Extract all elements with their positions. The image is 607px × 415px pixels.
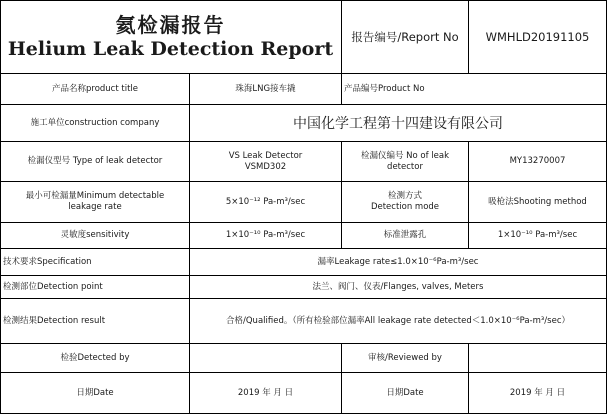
product-name-value: 珠海LNG接车撬 — [235, 83, 296, 94]
result-value: 合格/Qualified。（所有检验部位漏率All leakage rate detected＜1.0×10⁻⁶Pa-m³/sec） — [226, 315, 570, 326]
date-value-reviewed[interactable]: 2019 年 月 日 — [509, 387, 566, 398]
min-leak-label — [1, 182, 189, 222]
min-leak-label-line2: leakage rate — [68, 202, 122, 212]
report-no-value: WMHLD20191105 — [485, 30, 590, 44]
result-label: 检测结果Detection result — [3, 315, 106, 326]
min-leak-value: 5×10⁻¹² Pa-m³/sec — [225, 196, 306, 207]
standard-leak-label: 标准泄露孔 — [383, 230, 427, 240]
product-name-label: 产品名称product title — [51, 83, 138, 94]
detector-no-label — [342, 142, 468, 181]
date-value-detected[interactable]: 2019 年 月 日 — [237, 387, 294, 398]
detection-mode-value: 吸枪法Shooting method — [488, 196, 587, 207]
detection-mode-label — [342, 182, 468, 222]
detector-no-label-line2: detector — [387, 161, 423, 172]
detection-point-label: 检测部位Detection point — [3, 281, 103, 292]
report-no-label: 报告编号/Report No — [351, 30, 459, 44]
detector-no-value: MY13270007 — [509, 156, 566, 166]
detector-model-line2: VSMD302 — [244, 161, 287, 172]
spec-value: 漏率Leakage rate≤1.0×10⁻⁶Pa-m³/sec — [317, 256, 479, 267]
spec-label: 技术要求Specification — [3, 256, 92, 267]
company-label: 施工单位construction company — [30, 117, 160, 128]
detection-mode-label-line2: Detection mode — [370, 202, 440, 212]
detector-model — [190, 142, 341, 181]
title-english: Helium Leak Detection Report — [7, 38, 334, 60]
detector-model-line1: VS Leak Detector — [228, 150, 303, 161]
sensitivity-label: 灵敏度sensitivity — [60, 230, 130, 240]
standard-leak-value: 1×10⁻¹⁰ Pa-m³/sec — [497, 230, 578, 240]
company-value: 中国化学工程第十四建设有限公司 — [293, 116, 503, 132]
reviewed-by-field[interactable] — [469, 344, 606, 372]
min-leak-label-line1: 最小可检漏量Minimum detectable — [25, 191, 165, 201]
sensitivity-value: 1×10⁻¹⁰ Pa-m³/sec — [225, 230, 306, 240]
title-chinese: 氦检漏报告 — [115, 13, 226, 37]
date-label-reviewed: 日期Date — [386, 387, 424, 398]
detection-mode-label-line1: 检测方式 — [387, 191, 422, 201]
detector-no-label-line1: 检漏仪编号 No of leak — [360, 150, 450, 161]
reviewed-by-label: 审核/Reviewed by — [368, 352, 442, 363]
date-label-detected: 日期Date — [76, 387, 114, 398]
detector-type-label: 检漏仪型号 Type of leak detector — [27, 156, 163, 166]
detected-by-label: 检验Detected by — [60, 352, 130, 363]
detection-point-value: 法兰、阀门、仪表/Flanges, valves, Meters — [312, 281, 484, 292]
border-bottom — [0, 413, 607, 414]
detected-by-field[interactable] — [190, 344, 341, 372]
product-no-label: 产品编号Product No — [344, 83, 425, 94]
report-title — [0, 1, 341, 73]
